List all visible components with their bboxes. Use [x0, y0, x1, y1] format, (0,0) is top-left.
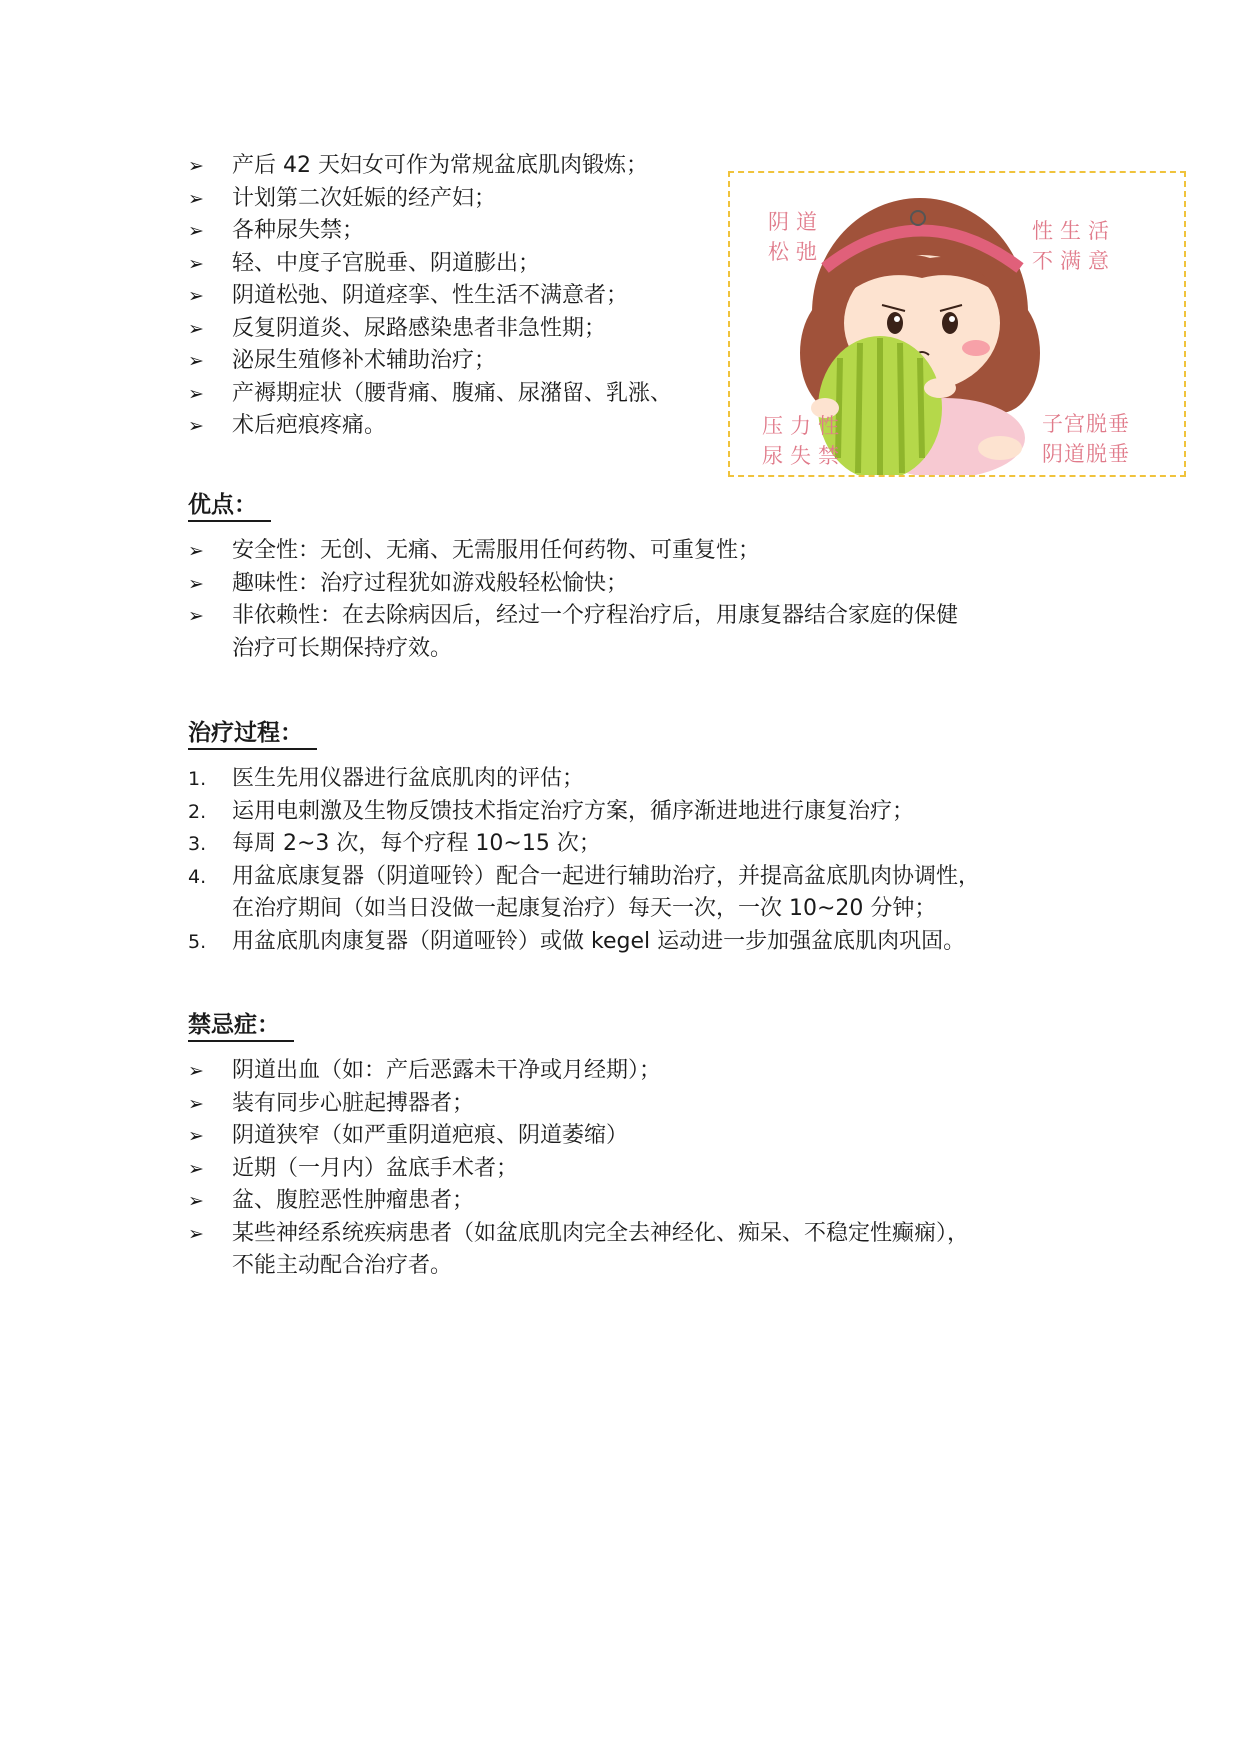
bullet-arrow-icon: ➢ [188, 317, 204, 340]
bullet-arrow-icon: ➢ [188, 252, 204, 275]
figure-label-top-left: 阴道 松弛 [768, 210, 824, 264]
bullet-arrow-icon: ➢ [188, 350, 204, 372]
process-heading: 治疗过程： [188, 718, 317, 750]
list-item: ➢ 各种尿失禁； [188, 215, 672, 248]
list-item: 1. 医生先用仪器进行盆底肌肉的评估； [188, 763, 980, 796]
figure-label-top-right: 性生活 不满意 [1032, 219, 1116, 273]
list-item: ➢ 安全性：无创、无痛、无需服用任何药物、可重复性； [188, 535, 958, 568]
list-number: 2. [188, 800, 207, 823]
list-item: ➢ 盆、腹腔恶性肿瘤患者； [188, 1185, 969, 1218]
list-item: ➢ 非依赖性：在去除病因后，经过一个疗程治疗后，用康复器结合家庭的保健 治疗可长期保持疗效。 [188, 600, 958, 665]
list-item: ➢ 反复阴道炎、尿路感染患者非急性期； [188, 313, 672, 346]
list-item: ➢ 术后疤痕疼痛。 [188, 410, 672, 443]
bullet-arrow-icon: ➢ [188, 285, 204, 307]
bullet-arrow-icon: ➢ [188, 1060, 204, 1082]
list-item: ➢ 泌尿生殖修补术辅助治疗； [188, 345, 672, 378]
figure-label-bottom-right: 子宫脱垂 阴道脱垂 [1042, 412, 1130, 466]
bullet-arrow-icon: ➢ [188, 1190, 204, 1212]
bullet-arrow-icon: ➢ [188, 605, 204, 627]
list-item: 3. 每周 2~3 次，每个疗程 10~15 次； [188, 828, 980, 861]
list-item: ➢ 阴道狭窄（如严重阴道疤痕、阴道萎缩） [188, 1120, 969, 1153]
bullet-arrow-icon: ➢ [188, 1222, 204, 1245]
list-number: 5. [188, 930, 207, 953]
list-item: ➢ 某些神经系统疾病患者（如盆底肌肉完全去神经化、痴呆、不稳定性癫痫）， 不能主动配合治疗者。 [188, 1218, 969, 1283]
list-item: ➢ 产褥期症状（腰背痛、腹痛、尿潴留、乳涨、 [188, 378, 672, 411]
list-item: ➢ 趣味性：治疗过程犹如游戏般轻松愉快； [188, 568, 958, 601]
bullet-arrow-icon: ➢ [188, 415, 204, 437]
list-item: ➢ 阴道松弛、阴道痉挛、性生活不满意者； [188, 280, 672, 313]
advantages-heading: 优点： [188, 490, 271, 522]
list-item: 4. 用盆底康复器（阴道哑铃）配合一起进行辅助治疗，并提高盆底肌肉协调性， 在治疗期间（如当日没做一起康复治疗）每天一次，一次 10~20 分钟； [188, 861, 980, 926]
bullet-arrow-icon: ➢ [188, 382, 204, 405]
list-item: ➢ 阴道出血（如：产后恶露未干净或月经期）； [188, 1055, 969, 1088]
bullet-arrow-icon: ➢ [188, 1125, 204, 1147]
cartoon-illustration [728, 171, 1186, 477]
list-number: 1. [188, 768, 207, 790]
contraindications-list [188, 1055, 969, 1283]
process-list [188, 763, 980, 958]
indications-list [188, 150, 672, 443]
bullet-arrow-icon: ➢ [188, 155, 204, 177]
list-number: 3. [188, 833, 207, 855]
list-item: ➢ 近期（一月内）盆底手术者； [188, 1153, 969, 1186]
list-item: 2. 运用电刺激及生物反馈技术指定治疗方案，循序渐进地进行康复治疗； [188, 796, 980, 829]
bullet-arrow-icon: ➢ [188, 1092, 204, 1115]
list-item: 5. 用盆底肌肉康复器（阴道哑铃）或做 kegel 运动进一步加强盆底肌肉巩固。 [188, 926, 980, 959]
bullet-arrow-icon: ➢ [188, 220, 204, 242]
bullet-arrow-icon: ➢ [188, 540, 204, 562]
list-number: 4. [188, 865, 207, 888]
list-item: ➢ 装有同步心脏起搏器者； [188, 1088, 969, 1121]
contraindications-heading: 禁忌症： [188, 1010, 294, 1042]
bullet-arrow-icon: ➢ [188, 187, 204, 210]
bullet-arrow-icon: ➢ [188, 1157, 204, 1180]
bullet-arrow-icon: ➢ [188, 572, 204, 595]
list-item: ➢ 轻、中度子宫脱垂、阴道膨出； [188, 248, 672, 281]
advantages-list [188, 535, 958, 665]
list-item: ➢ 产后 42 天妇女可作为常规盆底肌肉锻炼； [188, 150, 672, 183]
figure-label-bottom-left: 压力性 尿失禁 [762, 414, 846, 468]
list-item: ➢ 计划第二次妊娠的经产妇； [188, 183, 672, 216]
